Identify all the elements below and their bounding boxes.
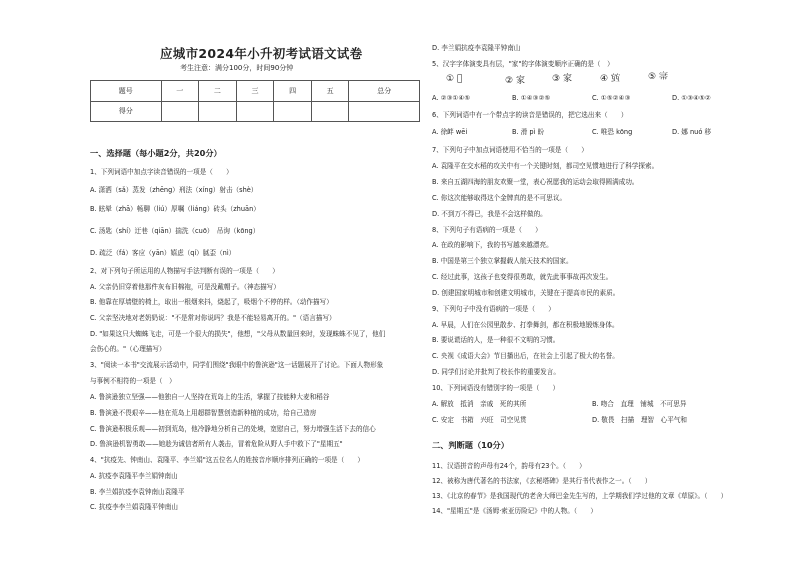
option-text: D. 李兰娟抗疫李袁隆平钟南山 (432, 44, 521, 52)
glyph-option-3 (552, 73, 573, 85)
table-cell: 四 (274, 81, 312, 102)
option-text: C. 经过此事，这孩子也变得很勇敢，就先此事事故再次发生。 (432, 273, 613, 281)
table-cell: 二 (199, 81, 237, 102)
option-text: D. 不到万不得已，我是不会这样做的。 (432, 210, 547, 218)
option-text: D. "如果这只大蜘蛛飞走，可是一个很大的损失"，他想，"父母从数量回来时，发现蛛蛛不见了，他们 (90, 330, 386, 338)
score-table (90, 80, 420, 122)
option-text: A. 解放 抵消 亲戚 死的其所 (432, 400, 527, 408)
question-text: 与事例不相符的一项是（ ） (90, 377, 176, 385)
option-text: A. 潇洒（sǎ）蒸发（zhēng）刑法（xíng）射击（shè） (90, 186, 258, 194)
option-text: A. 父亲仍旧穿着他那件灰布旧棉袍，可是没戴帽子。（神态描写） (90, 283, 280, 291)
option-text: B. 李兰娟抗疫李袁钟南山袁隆平 (90, 488, 185, 496)
glyph-number: ③ (552, 74, 561, 84)
question-text: 12、被称为唐代著名的书法家，《玄秘塔碑》是其行书代表作之一。（ ） (432, 477, 652, 485)
question-text: 7、下列句子中加点词语使用不恰当的一项是（ ） (432, 146, 588, 154)
question-text: 2、对下列句子所运用的人物描写手法判断有误的一项是（ ） (90, 267, 279, 275)
option-text: B. 要说谎话的人，是一种很不文明的习惯。 (432, 336, 560, 344)
table-row (91, 81, 420, 102)
option-text: A. ②③①④⑤ (432, 94, 471, 102)
option-text: C. 汤匙（shí）迂巷（qiān）揣洗（cuō） 吊询（kōng） (90, 227, 260, 235)
question-text: 4、"抗疫先、钟南山、袁隆平、李兰娟"这五位名人的姓按音序顺序排列正确的一项是（ ） (90, 456, 365, 464)
question-text: 1、下列词语中加点字读音错误的一项是（ ） (90, 168, 233, 176)
option-text: A. 在政的影响下，我的书写越来越漂亮。 (432, 241, 553, 249)
section-heading-judgement: 二、判断题（10分） (432, 440, 509, 450)
table-cell: 五 (311, 81, 349, 102)
option-text: D. 敬畏 扫描 理智 心平气和 (592, 416, 687, 424)
glyph-option-5 (648, 71, 669, 83)
glyph-number: ① (446, 74, 455, 84)
table-cell: 题号 (91, 81, 162, 102)
option-text: B. ①④③②⑤ (512, 94, 551, 102)
option-text: B. 鲁滨逊不畏艰辛——他在荒岛上用超群智慧创造新种植的成功，给自己造房 (90, 409, 317, 417)
table-cell[interactable] (199, 101, 237, 122)
question-text: 9、下列句子中没有语病的一项是（ ） (432, 305, 555, 313)
option-text: A. 徐衅 wēi (432, 128, 468, 136)
option-text: C. 你这次能够取得这个金牌真的是不可思议。 (432, 194, 567, 202)
table-cell[interactable] (236, 101, 274, 122)
glyph-char: 家 (562, 74, 572, 84)
option-text: D. 娜 nuó 移 (672, 128, 712, 136)
glyph-char: 𡪀 (610, 74, 620, 84)
exam-instructions: 考生注意：满分100分，时间90分钟 (180, 64, 294, 72)
option-text: C. ①⑤②④③ (592, 94, 631, 102)
option-text: D. 疏泛（fá）客应（yān）嬉虑（qí）腻歪（nì） (90, 249, 236, 257)
table-row (91, 101, 420, 122)
option-text: A. 袁隆平在交水稻的攻关中有一个关键时刻，都司空见惯地进行了科学探索。 (432, 162, 659, 170)
glyph-char: 家 (515, 76, 525, 86)
option-text: D. 同学们讨论并批判了校长作的重要发言。 (432, 368, 560, 376)
option-text: C. 唯恐 kōng (592, 128, 633, 136)
option-text: D. 鲁滨逊机智勇敢——她趁为诚信者所有人袭击，冒着危险从野人手中救下了"星期五" (90, 440, 343, 448)
question-text: 11、汉语拼音的声母有24个，韵母有23个。（ ） (432, 462, 586, 470)
option-text: B. 眩晕（zhā）畅聊（liú）厚嘱（liáng）砖头（zhuān） (90, 205, 260, 213)
glyph-char: 𡨦 (658, 72, 668, 82)
question-text: 13、《北京的春节》是我国现代的老舍大师巴金先生写的，上学期我们学过他的文章《草原》。（ ） (432, 492, 728, 500)
question-text: 8、下列句子有语病的一项是（ ） (432, 226, 542, 234)
option-text: C. 鲁滨逊积极乐观——初到荒岛，他冷静地分析自己的处境，宽慰自己，努力增强生活下去的信心 (90, 425, 376, 433)
section-heading-choice: 一、选择题（每小题2分，共20分） (90, 148, 222, 158)
table-cell: 一 (161, 81, 199, 102)
option-text: D. ①③④⑤② (672, 94, 711, 102)
table-cell[interactable] (311, 101, 349, 122)
option-text: D. 创建国家明城市和创建文明城市，关键在于提高市民的素质。 (432, 289, 620, 297)
question-text: 6、下列词语中有一个带点字的读音是错误的，把它选出来（ ） (432, 111, 628, 119)
table-cell: 总分 (349, 81, 420, 102)
option-text: A. 抗疫李袁隆平李兰娟钟南山 (90, 472, 178, 480)
option-text: A. 鲁滨逊独立坚强——他独自一人坚持在荒岛上的生活，掌握了技能种大麦和稻谷 (90, 393, 330, 401)
table-cell: 三 (236, 81, 274, 102)
glyph-char: 𡧶 (456, 74, 463, 84)
page-title: 应城市2024年小升初考试语文试卷 (160, 46, 363, 61)
table-cell[interactable] (274, 101, 312, 122)
option-text: B. 滑 pì 盼 (512, 128, 545, 136)
question-text: 5、汉字字体演变具有层，"家"的字体演变顺序正确的是（ ） (432, 60, 614, 68)
glyph-option-2 (505, 75, 526, 87)
option-text: 会伤心的。"（心理描写） (90, 345, 166, 353)
glyph-option-4 (600, 73, 621, 85)
question-text: 3、"阅读一本书"交流展示活动中，同学们围绕"我眼中的鲁滨逊"这一话题展开了讨论。下面人物形象 (90, 361, 384, 369)
table-cell[interactable] (161, 101, 199, 122)
table-cell[interactable] (349, 101, 420, 122)
option-text: B. 他靠在厚墙壁的椅上，取出一根烟来抖，烧起了，吸烟个不停的样。（动作描写） (90, 298, 333, 306)
table-cell: 得分 (91, 101, 162, 122)
question-text: 10、下列词语没有错别字的一项是（ ） (432, 384, 560, 392)
glyph-number: ④ (600, 74, 609, 84)
option-text: C. 央视《成语大会》节目播出后，在社会上引起了极大的名誉。 (432, 352, 619, 360)
glyph-option-1 (446, 73, 463, 85)
option-text: A. 早晨，人们在公园里散步、打拳舞剑，都在积极地锻炼身体。 (432, 321, 619, 329)
glyph-number: ⑤ (648, 72, 657, 82)
option-text: B. 来自五湖四海的朋友欢聚一堂，表心祝愿我的运动会取得圆满成功。 (432, 178, 639, 186)
option-text: B. 吻合 直理 铺城 不可思异 (592, 400, 687, 408)
option-text: C. 安定 书箱 兴旺 司空见贯 (432, 416, 527, 424)
question-text: 14、"星期五"是《汤姆·索亚历险记》中的人物。（ ） (432, 507, 597, 515)
option-text: B. 中国是第三个独立掌握载人航天技术的国家。 (432, 257, 573, 265)
glyph-number: ② (505, 76, 514, 86)
option-text: C. 抗疫李李兰娟袁隆平钟南山 (90, 503, 178, 511)
option-text: C. 父亲坚决地对老奶奶说："不是常对你说吗？我是不能轻易离开的。"（语言描写） (90, 314, 336, 322)
